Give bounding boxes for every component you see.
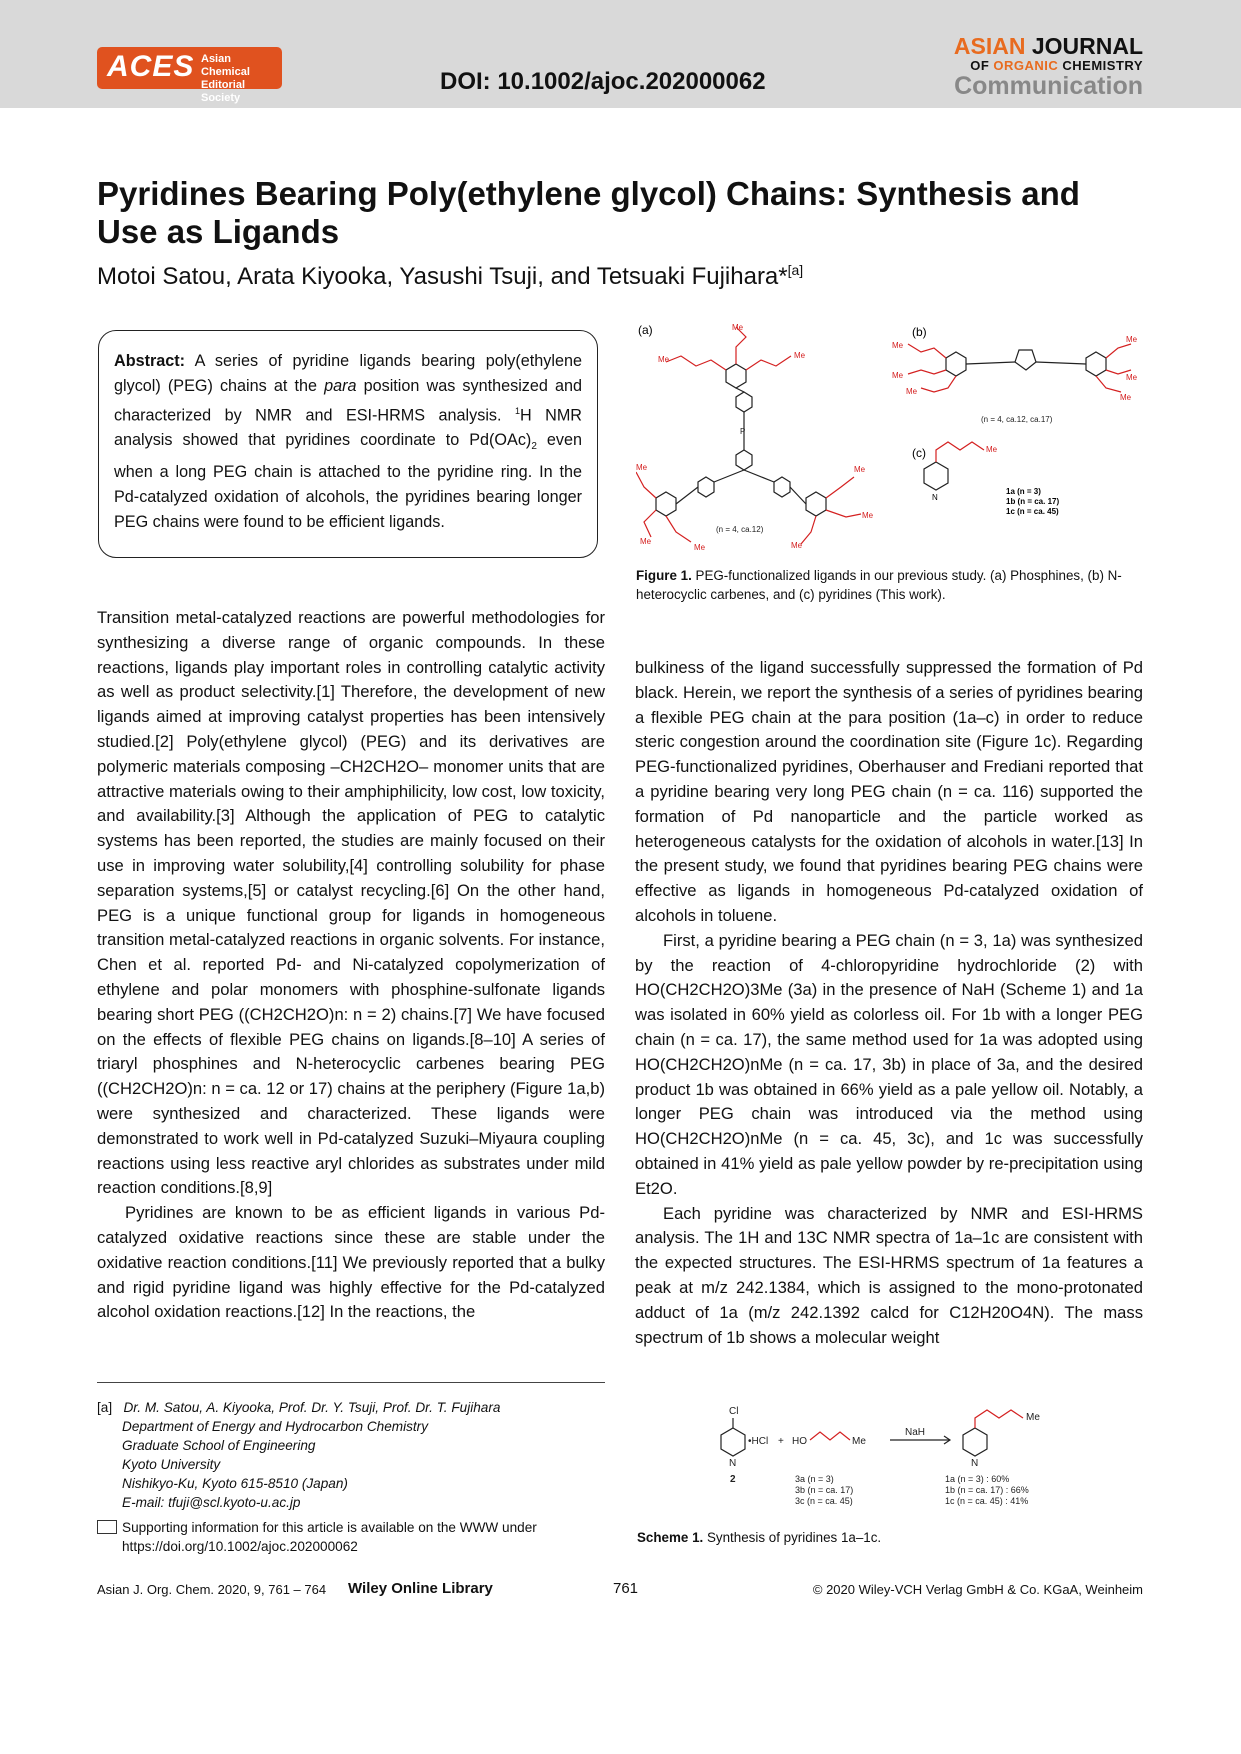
publisher-logo[interactable]: ACES Asian Chemical Editorial Society — [97, 47, 282, 89]
svg-text:Me: Me — [854, 465, 866, 474]
page-number: 761 — [613, 1580, 639, 1597]
svg-text:Me: Me — [852, 1436, 866, 1447]
computer-icon — [97, 1520, 117, 1534]
wiley-library-link[interactable]: Wiley Online Library — [348, 1580, 493, 1597]
figure-1 — [636, 322, 1141, 552]
doi[interactable]: DOI: 10.1002/ajoc.202000062 — [440, 68, 766, 95]
svg-text:3b (n = ca. 17): 3b (n = ca. 17) — [795, 1485, 854, 1495]
svg-text:Me: Me — [794, 351, 806, 360]
svg-text:Me: Me — [640, 537, 652, 546]
svg-text:Me: Me — [732, 323, 744, 332]
svg-text:Me: Me — [658, 355, 670, 364]
svg-text:P: P — [740, 427, 746, 436]
svg-text:Me: Me — [862, 511, 874, 520]
svg-text:N: N — [932, 493, 938, 502]
svg-text:2: 2 — [730, 1474, 736, 1485]
scheme-1-caption: Scheme 1. Synthesis of pyridines 1a–1c. — [637, 1530, 882, 1545]
email-link[interactable]: E-mail: tfuji@scl.kyoto-u.ac.jp — [122, 1495, 301, 1510]
svg-text:Me: Me — [986, 445, 998, 454]
figure-1-caption: Figure 1. PEG-functionalized ligands in our previous study. (a) Phosphines, (b) N-heterocyclic carbenes, and (c) pyridines (This work). — [636, 568, 1122, 602]
svg-text:(n = 4, ca.12): (n = 4, ca.12) — [716, 525, 764, 534]
scheme-1 — [700, 1390, 1080, 1520]
svg-text:1b (n = ca. 17) : 66%: 1b (n = ca. 17) : 66% — [945, 1485, 1029, 1495]
svg-text:Me: Me — [694, 543, 706, 552]
article-type: Communication — [954, 72, 1143, 100]
svg-text:HO: HO — [792, 1436, 807, 1447]
svg-text:1c (n = ca. 45): 1c (n = ca. 45) — [1006, 507, 1059, 516]
svg-text:Cl: Cl — [729, 1406, 739, 1417]
abstract-box: Abstract: A series of pyridine ligands bearing poly(ethylene glycol) (PEG) chains at the para position was synthesized and characterized by NMR and ESI-HRMS analysis. $^1$H NMR analysis showed that pyridines coordinate to $Pd(OAc)_2$ even when a long PEG chain is attached to the pyridine ring. In the Pd-catalyzed oxidation of alcohols, the pyridines bearing longer PEG chains were found to be efficient ligands. — [98, 330, 598, 558]
svg-text:NaH: NaH — [905, 1427, 926, 1438]
svg-text:Me: Me — [1026, 1412, 1040, 1423]
svg-text:1b (n = ca. 17): 1b (n = ca. 17) — [1006, 497, 1060, 506]
affiliation: [a] Dr. M. Satou, A. Kiyooka, Prof. Dr. Y. Tsuji, Prof. Dr. T. Fujihara Department of Energy and Hydrocarbon Chemistry Graduate School of Engineering Kyoto University Nishikyo-Ku, Kyoto 615-8510 (Japan) E-mail: tfuji@scl.kyoto-u.ac.jp — [97, 1398, 607, 1512]
support-link[interactable]: https://doi.org/10.1002/ajoc.202000062 — [122, 1539, 358, 1554]
svg-text:(a): (a) — [638, 323, 653, 337]
svg-text:(n = 4, ca.12, ca.17): (n = 4, ca.12, ca.17) — [981, 415, 1053, 424]
svg-text:Me: Me — [1126, 373, 1138, 382]
paragraph: First, a pyridine bearing a PEG chain (n = 3, 1a) was synthesized by the reaction of 4-chloropyridine hydrochloride (2) with HO(CH2CH2O)3Me (3a) in the presence of NaH (Scheme 1) and 1a was isolated in 60% yield as colorless oil. For 1b with a longer PEG chain (n = ca. 17), the same method used for 1a was adopted using HO(CH2CH2O)nMe (n = ca. 17, 3b) in place of 3a, and the desired product 1b was obtained in 66% yield as a pale yellow oil. Notably, a longer PEG chain was introduced via the method using HO(CH2CH2O)nMe (n = ca. 45, 3c), and 1c was successfully obtained in 41% yield as pale yellow powder by re-precipitation using Et2O. — [635, 930, 1143, 1198]
svg-text:3a (n = 3): 3a (n = 3) — [795, 1474, 834, 1484]
authors: Motoi Satou, Arata Kiyooka, Yasushi Tsuji, and Tetsuaki Fujihara*[a] — [97, 262, 804, 290]
svg-text:Me: Me — [636, 463, 648, 472]
chemical-structures — [636, 322, 1141, 552]
svg-text:Me: Me — [1120, 393, 1132, 402]
article-title: Pyridines Bearing Poly(ethylene glycol) Chains: Synthesis and Use as Ligands — [97, 175, 1080, 250]
copyright: © 2020 Wiley-VCH Verlag GmbH & Co. KGaA, Weinheim — [812, 1582, 1143, 1597]
paragraph: Pyridines are known to be as efficient ligands in various Pd-catalyzed oxidative reactions since these are stable under the oxidative reaction conditions.[11] We previously reported that a bulky and rigid pyridine ligand was highly effective for the Pd-catalyzed alcohol oxidation reactions.[12] In the reactions, the — [97, 1203, 605, 1322]
svg-text:+: + — [778, 1436, 784, 1447]
svg-text:Me: Me — [906, 387, 918, 396]
svg-text:Me: Me — [1126, 335, 1138, 344]
svg-text:1c (n = ca. 45) : 41%: 1c (n = ca. 45) : 41% — [945, 1496, 1029, 1506]
paragraph: Transition metal-catalyzed reactions are powerful methodologies for synthesizing a diverse range of organic compounds. In these reactions, ligands play important roles in controlling catalytic activity as well as product selectivity.[1] Therefore, the development of new ligands aimed at improving catalyst properties has been intensively studied.[2] Poly(ethylene glycol) (PEG) and its derivatives are polymeric materials composing –CH2CH2O– monomer units that are attractive materials owing to their amphiphilicity, low cost, low toxicity, and availability.[3] Although the application of PEG to catalytic systems has been reported, the studies are mainly focused on their use in improving water solubility,[4] controlling solubility for phase separation systems,[5] or catalyst recycling.[6] On the other hand, PEG is a unique functional group for ligands in homogeneous transition metal-catalyzed reactions in organic solvents. For instance, Chen et al. reported Pd- and Ni-catalyzed copolymerization of ethylene and polar monomers with phosphine-sulfonate ligands bearing short PEG ((CH2CH2O)n: n = 2) chains.[7] We have focused on the effects of flexible PEG chains on ligands.[8–10] A series of triaryl phosphines and N-heterocyclic carbenes bearing PEG ((CH2CH2O)n: n = ca. 12 or 17) chains at the periphery (Figure 1a,b) were synthesized and characterized. These ligands were demonstrated to work well in Pd-catalyzed Suzuki–Miyaura coupling reactions using less reactive aryl chlorides as substrates under mild reaction conditions.[8,9] — [97, 608, 605, 1198]
citation: Asian J. Org. Chem. 2020, 9, 761 – 764 — [97, 1582, 327, 1597]
svg-text:•HCl: •HCl — [748, 1436, 769, 1447]
paragraph: Each pyridine was characterized by NMR and ESI-HRMS analysis. The 1H and 13C NMR spectra of 1a–1c are consistent with the expected structures. The ESI-HRMS spectrum of 1a features a peak at m/z 242.1384, which is assigned to the mono-protonated adduct of 1a (m/z 242.1392 calcd for C12H20O4N). The mass spectrum of 1b shows a molecular weight — [635, 1203, 1143, 1347]
svg-text:N: N — [971, 1458, 979, 1469]
svg-text:Me: Me — [892, 341, 904, 350]
svg-text:(c): (c) — [912, 446, 926, 460]
svg-text:Me: Me — [892, 371, 904, 380]
svg-text:(b): (b) — [912, 325, 927, 339]
supporting-info: Supporting information for this article is available on the WWW under https://doi.org/10.1002/ajoc.202000062 — [97, 1518, 607, 1556]
svg-text:1a (n = 3): 1a (n = 3) — [1006, 487, 1041, 496]
paragraph: bulkiness of the ligand successfully suppressed the formation of Pd black. Herein, we report the synthesis of a series of pyridines bearing a flexible PEG chain at the para position (1a–c) in order to reduce steric congestion around the coordination site (Figure 1c). Regarding PEG-functionalized pyridines, Oberhauser and Frediani reported that a pyridine bearing very long PEG chain (n = ca. 116) supported the formation of Pd nanoparticle and the particle worked as heterogeneous catalysts for the oxidation of alcohols in water.[13] In the present study, we found that pyridines bearing PEG chains were effective as ligands in homogeneous Pd-catalyzed oxidation of alcohols in toluene. — [635, 658, 1143, 925]
svg-text:3c (n = ca. 45): 3c (n = ca. 45) — [795, 1496, 853, 1506]
svg-text:Me: Me — [791, 541, 803, 550]
right-column — [635, 656, 1143, 1350]
journal-logo: ASIAN JOURNAL OF ORGANIC CHEMISTRY Communication — [953, 33, 1143, 100]
svg-text:1a (n = 3) : 60%: 1a (n = 3) : 60% — [945, 1474, 1010, 1484]
footnote-divider — [97, 1382, 605, 1383]
svg-text:N: N — [729, 1458, 737, 1469]
left-column — [97, 606, 605, 1325]
